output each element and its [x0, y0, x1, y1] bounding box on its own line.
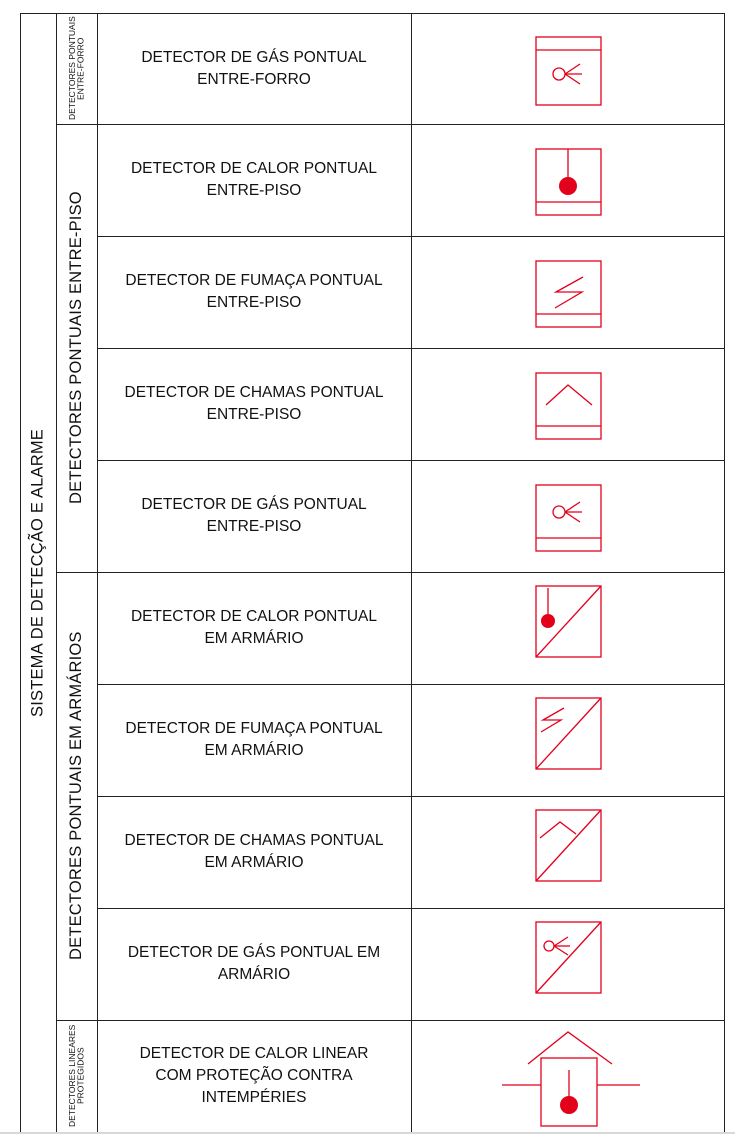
heat-detector-armario-icon: [412, 572, 724, 684]
row-description: DETECTOR DE FUMAÇA PONTUAL ENTRE-PISO: [125, 272, 383, 311]
linear-heat-detector-protected-icon: [412, 1020, 724, 1132]
row-description: DETECTOR DE CALOR PONTUAL EM ARMÁRIO: [130, 608, 378, 647]
row-description: DETECTOR DE CALOR LINEAR COM PROTEÇÃO CONTRA INTEMPÉRIES: [139, 1045, 369, 1106]
smoke-detector-entre-piso-icon: [412, 236, 724, 348]
row-description: DETECTOR DE FUMAÇA PONTUAL EM ARMÁRIO: [125, 720, 383, 759]
gas-detector-entre-piso-icon: [412, 460, 724, 572]
flame-detector-entre-piso-icon: [412, 348, 724, 460]
page-bottom-rule: [0, 1132, 735, 1134]
table-right-border: [724, 13, 725, 1133]
heat-detector-entre-piso-icon: [412, 124, 724, 236]
row-description: DETECTOR DE CALOR PONTUAL ENTRE-PISO: [130, 160, 378, 199]
row-description: DETECTOR DE GÁS PONTUAL EM ARMÁRIO: [127, 944, 381, 983]
row-description: DETECTOR DE GÁS PONTUAL ENTRE-PISO: [141, 496, 367, 535]
system-label: SISTEMA DE DETECÇÃO E ALARME: [28, 429, 47, 718]
row-description: DETECTOR DE CHAMAS PONTUAL ENTRE-PISO: [124, 384, 384, 423]
smoke-detector-armario-icon: [412, 684, 724, 796]
gas-detector-armario-icon: [412, 908, 724, 1020]
group-label-lineares: DETECTORES LINEARES PROTEGIDOS: [67, 1024, 86, 1128]
row-description: DETECTOR DE CHAMAS PONTUAL EM ARMÁRIO: [124, 832, 384, 871]
group-label-armarios: DETECTORES PONTUAIS EM ARMÁRIOS: [67, 631, 85, 961]
gas-detector-entre-forro-icon: [412, 13, 724, 124]
flame-detector-armario-icon: [412, 796, 724, 908]
group-label-entre-piso: DETECTORES PONTUAIS ENTRE-PISO: [67, 191, 85, 505]
row-description: DETECTOR DE GÁS PONTUAL ENTRE-FORRO: [141, 48, 367, 88]
group-label-entre-forro: DETECTORES PONTUAIS ENTRE-FORRO: [67, 16, 86, 121]
